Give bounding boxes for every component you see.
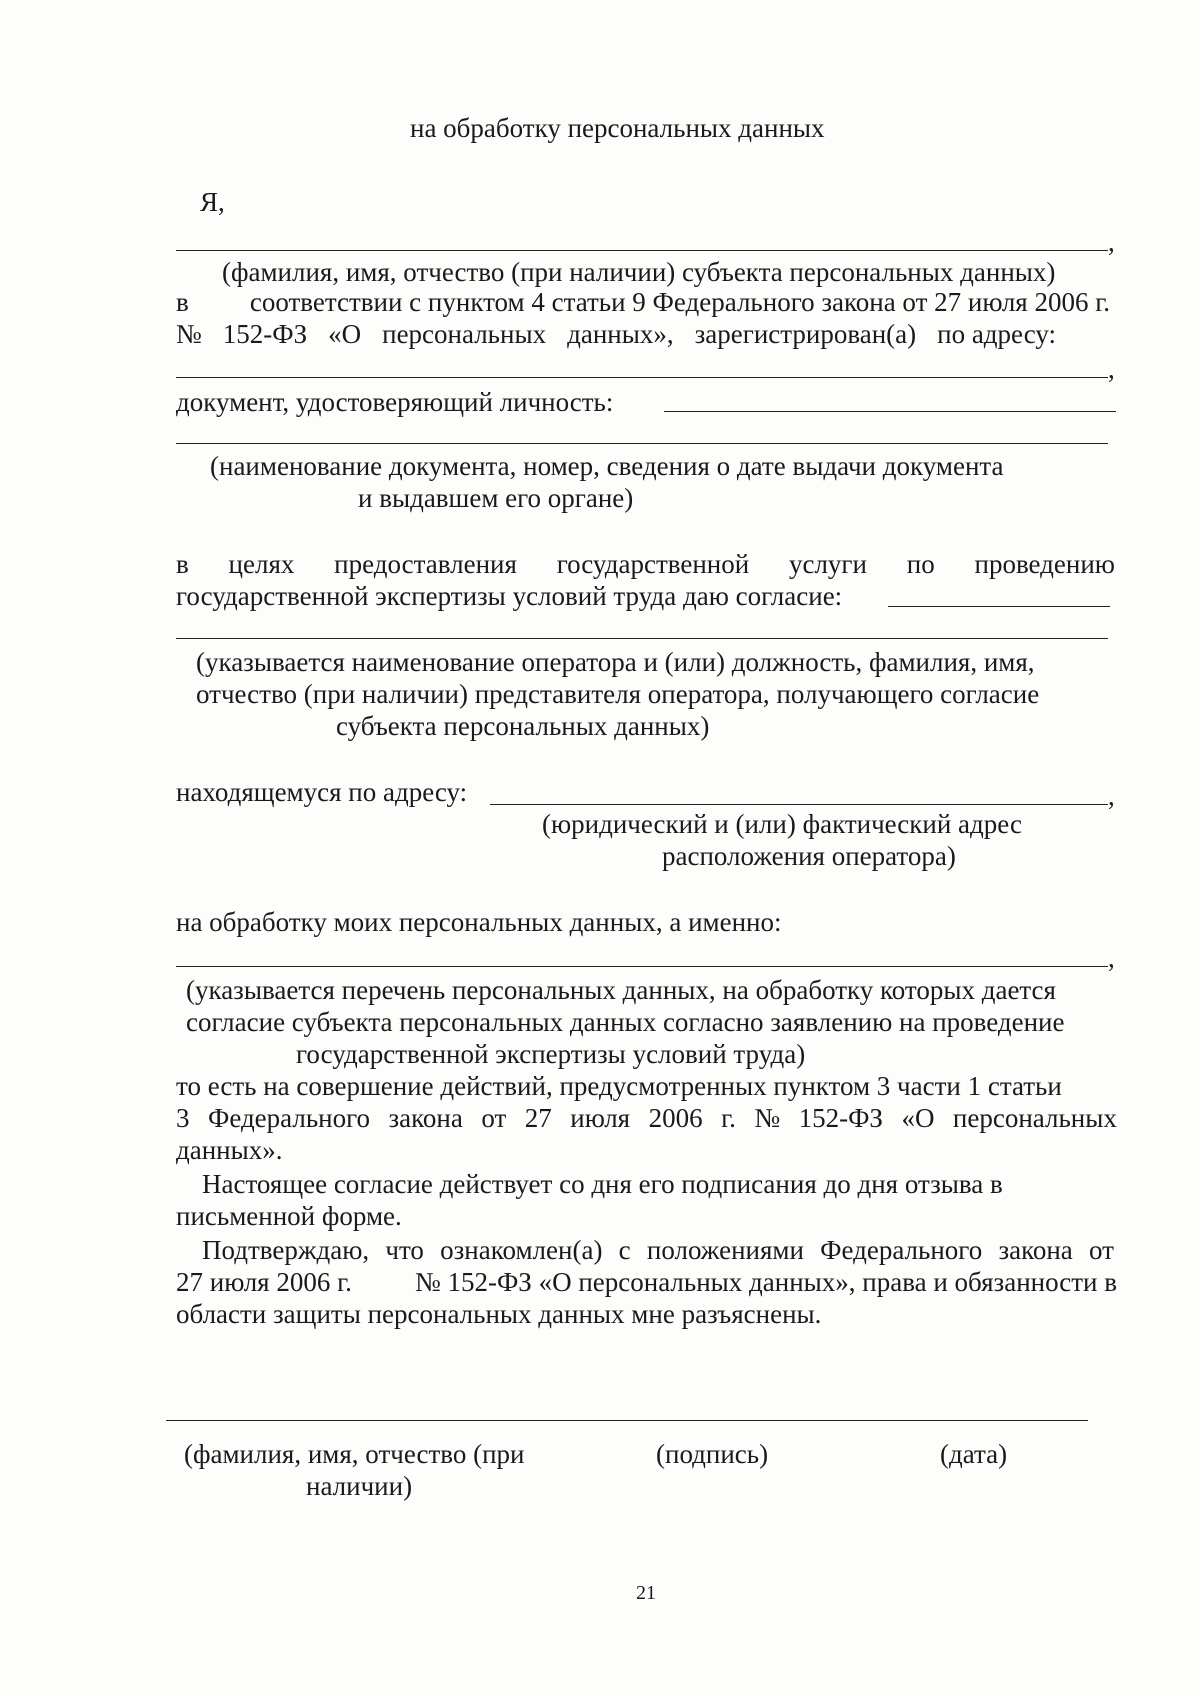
intro-text: Я,: [200, 187, 225, 217]
document-caption-line-1: (наименование документа, номер, сведения о дате выдачи документа: [210, 451, 1004, 481]
document-caption-line-2: и выдавшем его органе): [358, 483, 634, 513]
purpose-line-1: [176, 548, 1115, 580]
word: в: [176, 549, 189, 579]
word: услуги: [788, 549, 867, 579]
word: предоставления: [334, 549, 517, 579]
address-caption-line-2: расположения оператора): [662, 841, 956, 871]
processing-label: на обработку моих персональных данных, а именно:: [176, 907, 782, 937]
word: № 152-ФЗ «О персональных данных», права и обязанности в: [414, 1267, 1117, 1297]
word: положениями: [646, 1235, 804, 1265]
document-blank-line-2: [176, 443, 1108, 444]
word: от: [1089, 1235, 1114, 1265]
operator-caption-line-3: субъекта персональных данных): [336, 711, 710, 741]
word: 152-ФЗ: [798, 1103, 883, 1133]
actions-line-2: [176, 1102, 1117, 1134]
word: зарегистрирован(а): [694, 319, 917, 349]
word: государственной: [556, 549, 750, 579]
legal-basis-line-1: [176, 286, 1110, 318]
word: Федерального: [820, 1235, 983, 1265]
operator-blank-line-2: [176, 638, 1108, 639]
word: Подтверждаю,: [202, 1235, 370, 1265]
validity-line-1: Настоящее согласие действует со дня его подписания до дня отзыва в: [202, 1169, 1003, 1199]
data-caption-line-1: (указывается перечень персональных данных, на обработку которых дается: [186, 975, 1056, 1005]
word: соответствии с пунктом 4 статьи 9 Федерального закона от 27 июля 2006 г.: [249, 287, 1110, 317]
confirm-line-3: области защиты персональных данных мне разъяснены.: [176, 1299, 822, 1329]
document-blank-line-1: [664, 411, 1116, 412]
confirm-line-2: [176, 1266, 1117, 1298]
operator-caption-line-1: (указывается наименование оператора и (или) должность, фамилия, имя,: [196, 647, 1035, 677]
word: по адресу:: [937, 319, 1056, 349]
form-heading: на обработку персональных данных: [410, 113, 825, 143]
word: г.: [721, 1103, 736, 1133]
word: №: [754, 1103, 781, 1133]
operator-caption-line-2: отчество (при наличии) представителя оператора, получающего согласие: [196, 679, 1040, 709]
word: июля: [570, 1103, 631, 1133]
date-label: (дата): [940, 1439, 1008, 1469]
word: в: [176, 287, 189, 317]
actions-line-1: то есть на совершение действий, предусмотренных пунктом 3 части 1 статьи: [176, 1071, 1062, 1101]
word: 2006: [648, 1103, 703, 1133]
operator-blank-line-1: [888, 606, 1110, 607]
actions-line-3: данных».: [176, 1135, 283, 1165]
data-caption-line-3: государственной экспертизы условий труда): [296, 1039, 806, 1069]
word: «О: [901, 1103, 935, 1133]
word: целях: [228, 549, 295, 579]
registration-address-blank-line: [176, 377, 1108, 378]
word: от: [481, 1103, 507, 1133]
operator-address-label: находящемуся по адресу:: [176, 777, 468, 807]
word: персональных: [952, 1103, 1117, 1133]
word: проведению: [974, 549, 1115, 579]
data-caption-line-2: согласие субъекта персональных данных согласно заявлению на проведение: [186, 1007, 1065, 1037]
fio-caption: (фамилия, имя, отчество (при наличии) субъекта персональных данных): [222, 257, 1056, 287]
word: закона: [388, 1103, 463, 1133]
data-list-blank-line: [176, 966, 1108, 967]
document-label: документ, удостоверяющий личность:: [176, 387, 614, 417]
page-number: 21: [636, 1582, 656, 1604]
confirm-line-1: [202, 1234, 1114, 1266]
operator-address-blank-line: [490, 804, 1108, 805]
address-caption-line-1: (юридический и (или) фактический адрес: [542, 809, 1022, 839]
signature-label: (подпись): [656, 1439, 769, 1469]
signature-line: [166, 1420, 1088, 1421]
legal-basis-line-2: [176, 318, 1056, 350]
word: ознакомлен(а): [440, 1235, 603, 1265]
word: с: [618, 1235, 631, 1265]
word: закона: [998, 1235, 1073, 1265]
word: Федерального: [207, 1103, 371, 1133]
word: «О: [328, 319, 362, 349]
word: данных»,: [567, 319, 674, 349]
fio-blank-line: [176, 250, 1108, 251]
data-list-comma: ,: [1108, 943, 1115, 973]
registration-address-comma: ,: [1108, 354, 1115, 384]
word: 27: [524, 1103, 552, 1133]
word: что: [385, 1235, 424, 1265]
word: 152-ФЗ: [222, 319, 308, 349]
word: персональных: [382, 319, 547, 349]
operator-address-comma: ,: [1108, 781, 1115, 811]
signature-fio-label-1: (фамилия, имя, отчество (при: [184, 1439, 525, 1469]
signature-fio-label-2: наличии): [306, 1471, 413, 1501]
word: по: [906, 549, 935, 579]
word: 3: [176, 1103, 190, 1133]
purpose-line-2: государственной экспертизы условий труда даю согласие:: [176, 581, 843, 611]
word: №: [176, 319, 202, 349]
word: 27 июля 2006 г.: [176, 1267, 352, 1297]
validity-line-2: письменной форме.: [176, 1201, 402, 1231]
fio-comma: ,: [1108, 227, 1115, 257]
